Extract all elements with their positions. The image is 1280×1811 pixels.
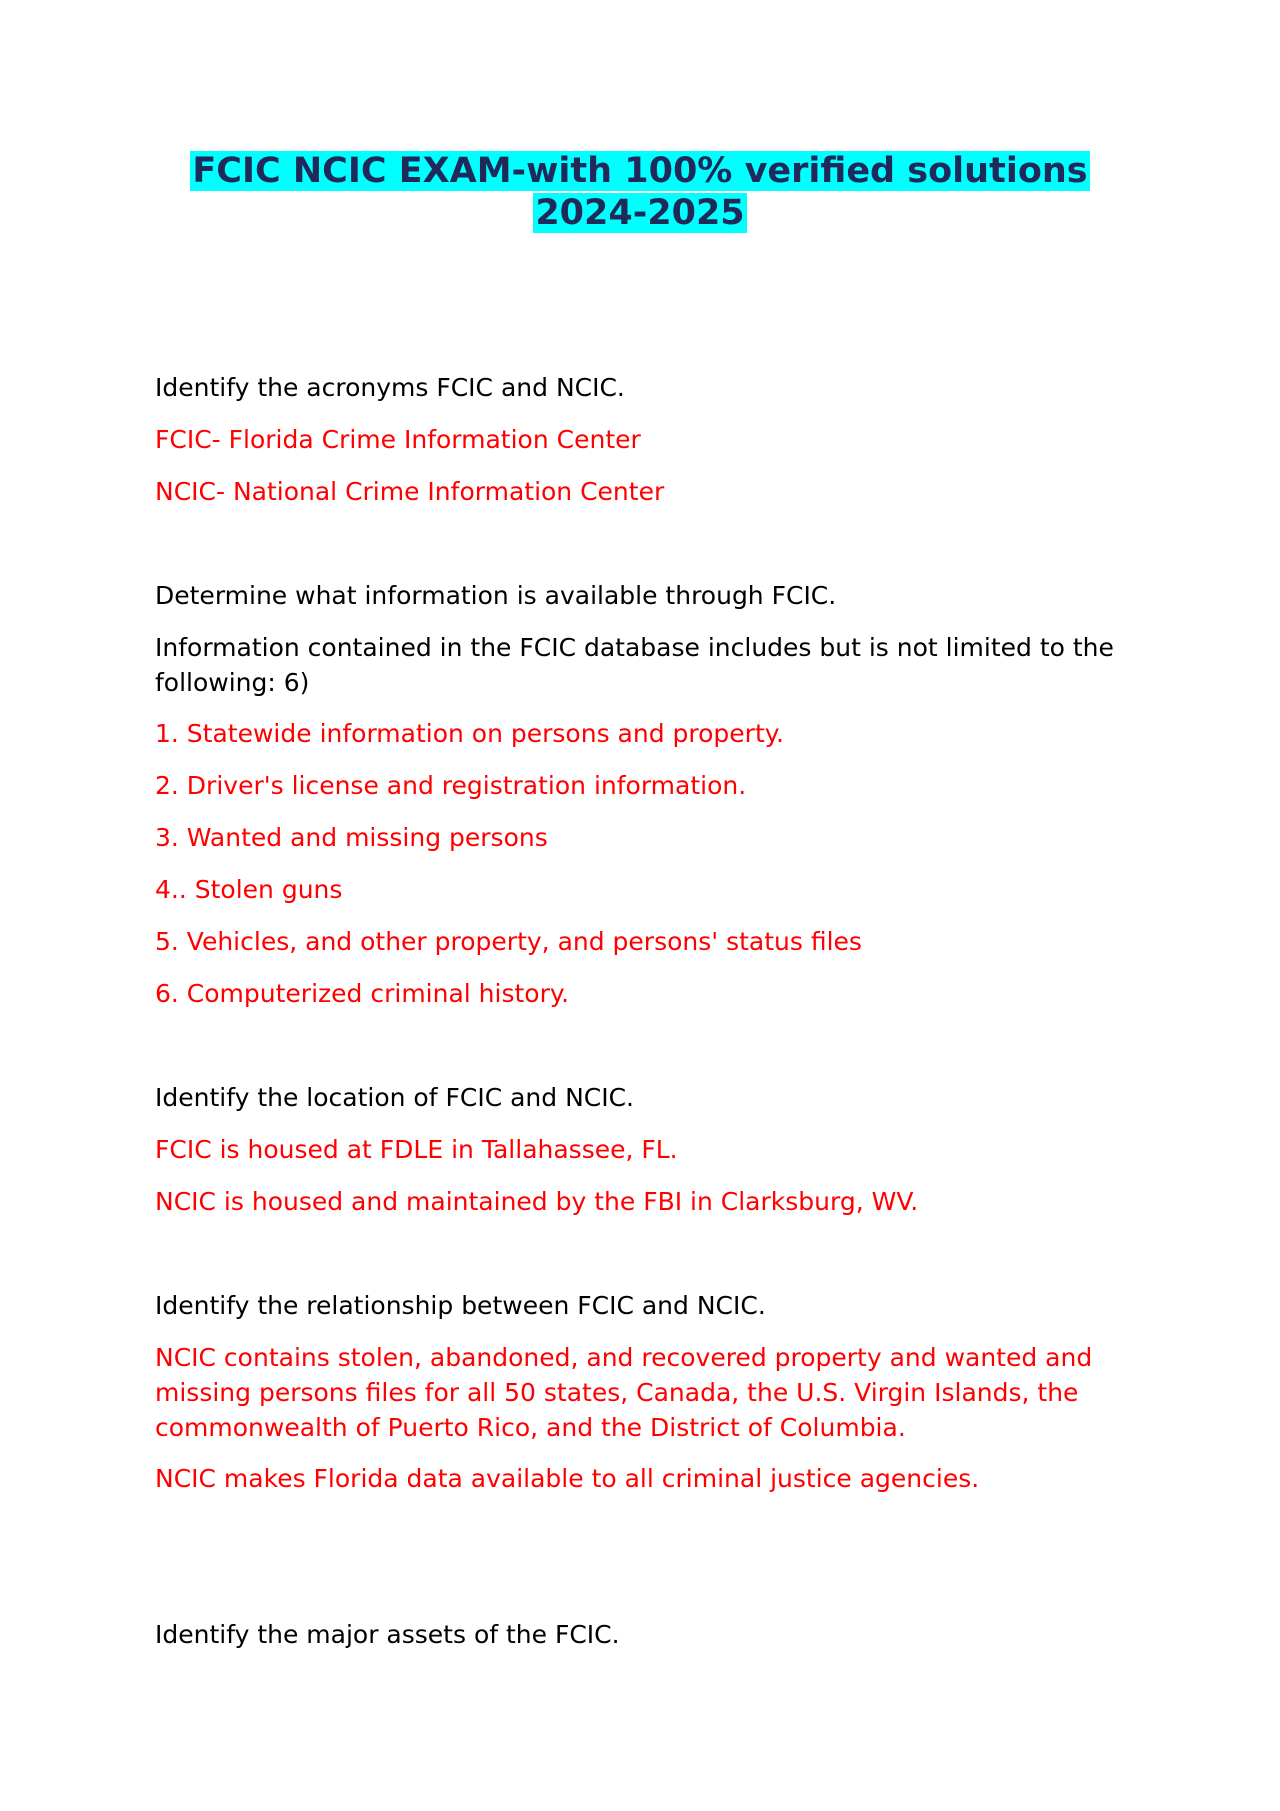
question-available-info: Determine what information is available through FCIC. (155, 581, 837, 610)
title-highlight: FCIC NCIC EXAM-with 100% verified solutions 2024-2025 (192, 151, 1088, 233)
answer-ncic-acronym: NCIC- National Crime Information Center (155, 477, 665, 506)
answer-ncic-location: NCIC is housed and maintained by the FBI in Clarksburg, WV. (155, 1187, 919, 1216)
answer-info-item-2: 2. Driver's license and registration information. (155, 771, 747, 800)
available-info-intro: Information contained in the FCIC database includes but is not limited to the following: 6) (155, 633, 1114, 697)
answer-fcic-acronym: FCIC- Florida Crime Information Center (155, 425, 641, 454)
question-major-assets: Identify the major assets of the FCIC. (155, 1620, 620, 1649)
answer-fcic-location: FCIC is housed at FDLE in Tallahassee, FL. (155, 1135, 678, 1164)
answer-info-item-1: 1. Statewide information on persons and property. (155, 719, 784, 748)
question-relationship: Identify the relationship between FCIC and NCIC. (155, 1291, 766, 1320)
answer-info-item-6: 6. Computerized criminal history. (155, 979, 570, 1008)
answer-ncic-contents: NCIC contains stolen, abandoned, and recovered property and wanted and missing persons files for all 50 states, Canada, the U.S. Virgin Islands, the commonwealth of Puerto Rico, and the District of Columbia. (155, 1343, 1093, 1442)
document-title (150, 150, 1130, 234)
answer-ncic-availability: NCIC makes Florida data available to all criminal justice agencies. (155, 1464, 980, 1493)
question-location: Identify the location of FCIC and NCIC. (155, 1083, 635, 1112)
question-acronyms: Identify the acronyms FCIC and NCIC. (155, 373, 625, 402)
answer-info-item-3: 3. Wanted and missing persons (155, 823, 548, 852)
answer-info-item-4: 4.. Stolen guns (155, 875, 343, 904)
answer-info-item-5: 5. Vehicles, and other property, and persons' status files (155, 927, 862, 956)
